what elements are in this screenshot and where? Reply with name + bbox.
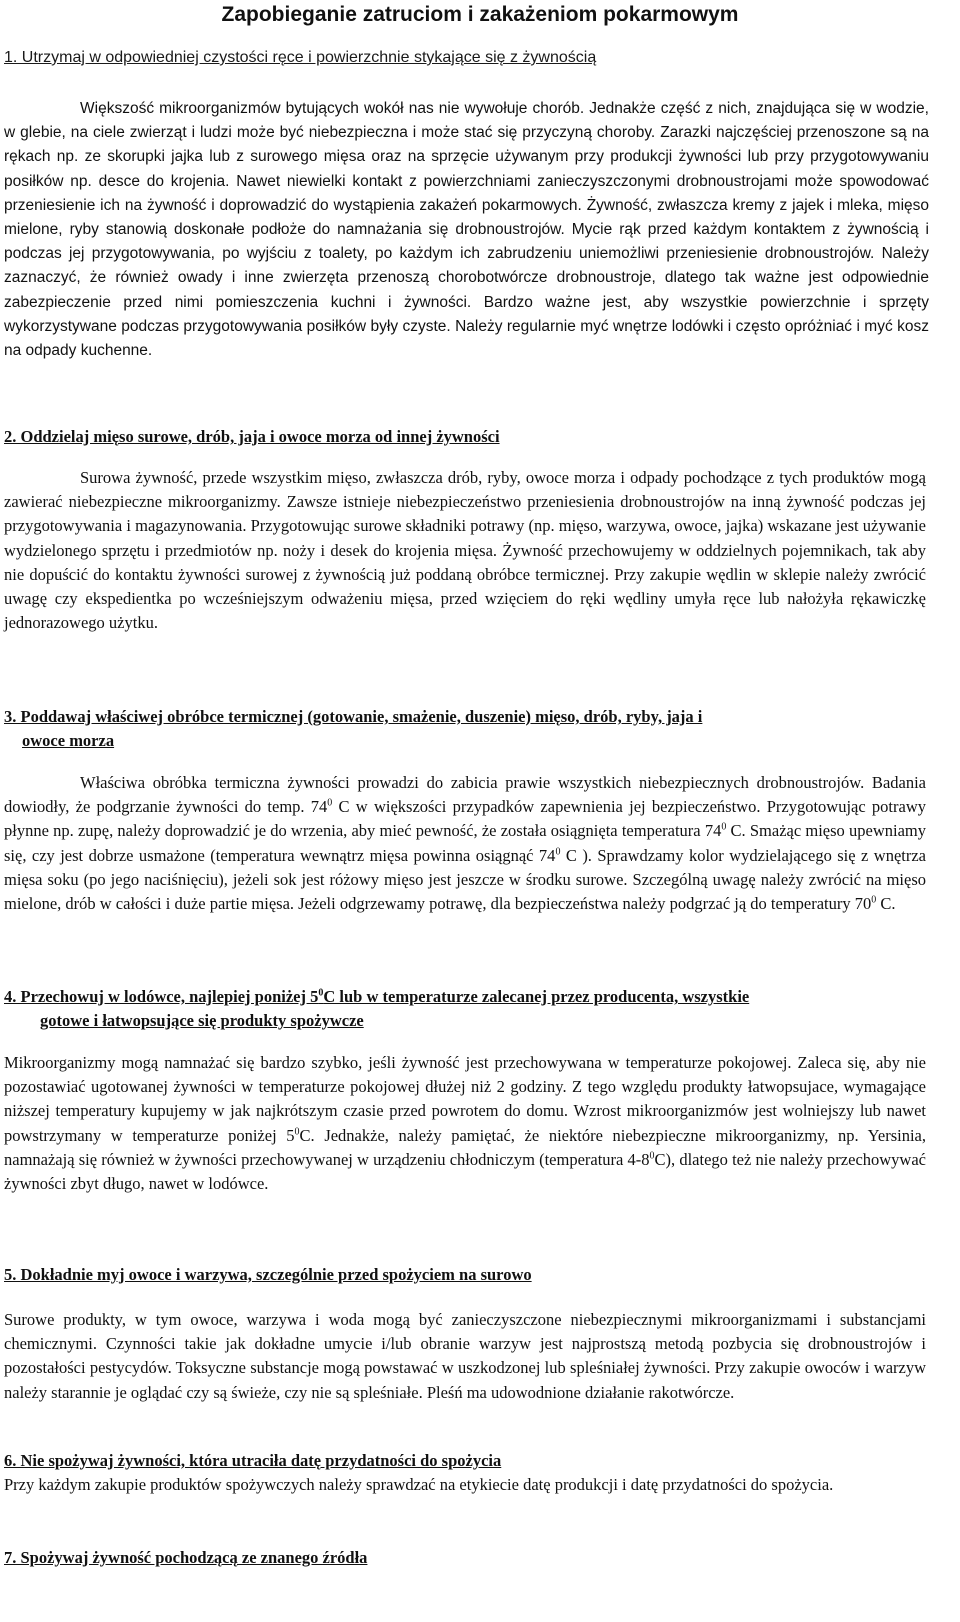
section-3-body-part5: C.	[876, 894, 896, 914]
section-3-heading-line1: 3. Poddawaj właściwej obróbce termicznej (gotowanie, smażenie, duszenie) mięso, drób, ryby, jaja i	[4, 707, 703, 726]
section-2-body: Surowa żywność, przede wszystkim mięso, zwłaszcza drób, ryby, owoce morza i odpady pochodzące z tych produktów mogą zawierać niebezpieczne mikroorganizmy. Zawsze istnieje niebezpieczeństwo przeniesienia drobnoustrojów na inną żywność podczas jej przygotowywania i magazynowania. Przygotowując surowe składniki potrawy (np. mięso, warzywa, owoce, jajka) wskazane jest używanie wydzielonego sprzętu i przedmiotów np. noży i desek do krojenia mięsa. Żywność przechowujemy w oddzielnych pojemnikach, tak aby nie dopuścić do kontaktu żywności surowej z żywnością już poddaną obróbce termicznej. Przy zakupie wędlin w sklepie należy zwrócić uwagę czy ekspedientka po wcześniejszym odważeniu mięsa, przed wzięciem do ręki wędliny umyła ręce lub nałożyła rękawiczkę jednorazowego użytku.	[4, 468, 926, 633]
document-title: Zapobieganie zatruciom i zakażeniom pokarmowym	[221, 3, 739, 26]
section-6-heading: 6. Nie spożywaj żywności, która utraciła datę przydatności do spożycia	[4, 1451, 502, 1470]
degree-mark: 0	[327, 797, 333, 809]
section-3-body-part4: C ). Sprawdzamy kolor wydzielającego się z wnętrza mięsa soku (po jego naciśnięciu), jeżeli sok jest różowy mięso jest jeszcze w środku surowe. Szczególną uwagę należy zwrócić na mięso mielone, drób w całości i duże partie mięsa. Jeżeli odgrzewamy potrawę, dla bezpieczeństwa należy podgrzać ją do temperatury 70	[4, 845, 926, 914]
degree-mark: 0	[721, 821, 727, 833]
section-3-heading-line2: owoce morza	[22, 731, 115, 751]
degree-mark: 0	[555, 846, 561, 858]
section-5-body: Surowe produkty, w tym owoce, warzywa i woda mogą być zanieczyszczone niebezpiecznymi mikroorganizmami i substancjami chemicznymi. Czynności takie jak dokładne umycie i/lub obranie warzyw jest najprostszą metodą pozbycia się drobnoustrojów i pozostałości pestycydów. Toksyczne substancje mogą powstawać w uszkodzonej lub spleśniałej żywności. Przy zakupie owoców i warzyw należy starannie je oglądać czy są świeże, czy nie są spleśniałe. Pleśń ma udowodnione działanie rakotwórcze.	[4, 1310, 926, 1402]
section-6-body: Przy każdym zakupie produktów spożywczych należy sprawdzać na etykiecie datę produkcji i datę przydatności do spożycia.	[4, 1475, 834, 1494]
section-3-body	[4, 771, 926, 916]
section-4-heading	[4, 985, 930, 1033]
section-4-body	[4, 1051, 926, 1196]
section-1-body: Większość mikroorganizmów bytujących wokół nas nie wywołuje chorób. Jednakże część z nich, znajdująca się w wodzie, w glebie, na ciele zwierząt i ludzi może być niebezpieczna i może stać się przyczyną choroby. Zarazki najczęściej przenoszone są na rękach np. ze skorupki jajka lub z surowego mięsa oraz na sprzęcie używanym przy produkcji żywności lub przy przygotowywaniu posiłków np. desce do krojenia. Nawet niewielki kontakt z powierzchniami zanieczyszczonymi drobnoustrojami może spowodować przeniesienie ich na żywność i doprowadzić do wystąpienia zakażeń pokarmowych. Żywność, zwłaszcza kremy z jajek i mleka, mięso mielone, ryby stanowią doskonałe podłoże do namnażania się drobnoustrojów. Mycie rąk przed każdym kontaktem z żywnością i podczas jej przygotowywania, po wyjściu z toalety, po każdym ich zabrudzeniu uniemożliwi przeniesienie drobnoustrojów. Należy zaznaczyć, że również owady i inne zwierzęta przenoszą chorobotwórcze drobnoustroje, dlatego tak ważne jest odpowiednie zabezpieczenie przed nimi pomieszczenia kuchni i żywności. Bardzo ważne jest, aby wszystkie powierzchnie i sprzęty wykorzystywane podczas przygotowywania posiłków były czyste. Należy regularnie myć wnętrze lodówki i często opróżniać i myć kosz na odpady kuchenne.	[4, 100, 929, 360]
section-3-body-part1: Właściwa obróbka termiczna żywności prowadzi do zabicia prawie wszystkich niebezpiecznych drobnoustrojów. Badania dowiodły, że podgrzanie żywności do temp. 74	[4, 773, 926, 817]
degree-mark: 0	[318, 987, 324, 999]
section-7-heading: 7. Spożywaj żywność pochodzącą ze znanego źródła	[4, 1548, 368, 1567]
section-4-body-part1: Mikroorganizmy mogą namnażać się bardzo szybko, jeśli żywność jest przechowywana w temperaturze pokojowej. Zaleca się, aby nie pozostawiać ugotowanej żywności w temperaturze pokojowej dłużej niż 2 godziny. Z tego względu produkty łatwopsujace, wymagające niższej temperatury kupujemy w jak najkrótszym czasie przed powrotem do domu. Wzrost mikroorganizmów jest wolniejszy lub nawet powstrzymany w temperaturze poniżej 5	[4, 1053, 926, 1145]
degree-mark: 0	[649, 1150, 655, 1162]
section-3-heading	[4, 705, 930, 753]
section-3-body-part3: C. Smażąc mięso upewniamy się, czy jest dobrze usmażone (temperatura wewnątrz mięsa powinna osiągnąć 74	[4, 821, 926, 865]
section-3-body-part2: C w większości przypadków zapewnienia jej bezpieczeństwo. Przygotowując potrawy płynne np. zupę, należy doprowadzić je do wrzenia, aby mieć pewność, że została osiągnięta temperatura 74	[4, 797, 926, 841]
section-4-heading-line2: gotowe i łatwopsujące się produkty spożywcze	[40, 1011, 364, 1031]
section-4-heading-line1	[4, 987, 749, 1006]
section-5-heading: 5. Dokładnie myj owoce i warzywa, szczególnie przed spożyciem na surowo	[4, 1265, 532, 1284]
section-4-body-part2: C. Jednakże, należy pamiętać, że niektóre niebezpieczne mikroorganizmy, np. Yersinia, namnażają się również w żywności przechowywanej w urządzeniu chłodniczym (temperatura 4-8	[4, 1125, 926, 1169]
degree-mark: 0	[871, 894, 877, 906]
degree-mark: 0	[294, 1126, 300, 1138]
section-2-heading: 2. Oddzielaj mięso surowe, drób, jaja i owoce morza od innej żywności	[4, 427, 500, 446]
section-4-body-part3: C), dlatego też nie należy przechowywać żywności zbyt długo, nawet w lodówce.	[4, 1149, 926, 1194]
section-4-heading-line1-a: 4. Przechowuj w lodówce, najlepiej poniżej 5	[4, 987, 319, 1006]
section-1-heading: 1. Utrzymaj w odpowiedniej czystości ręce i powierzchnie stykające się z żywnością	[4, 49, 597, 66]
section-4-heading-line1-b: C lub w temperaturze zalecanej przez producenta, wszystkie	[323, 987, 750, 1006]
